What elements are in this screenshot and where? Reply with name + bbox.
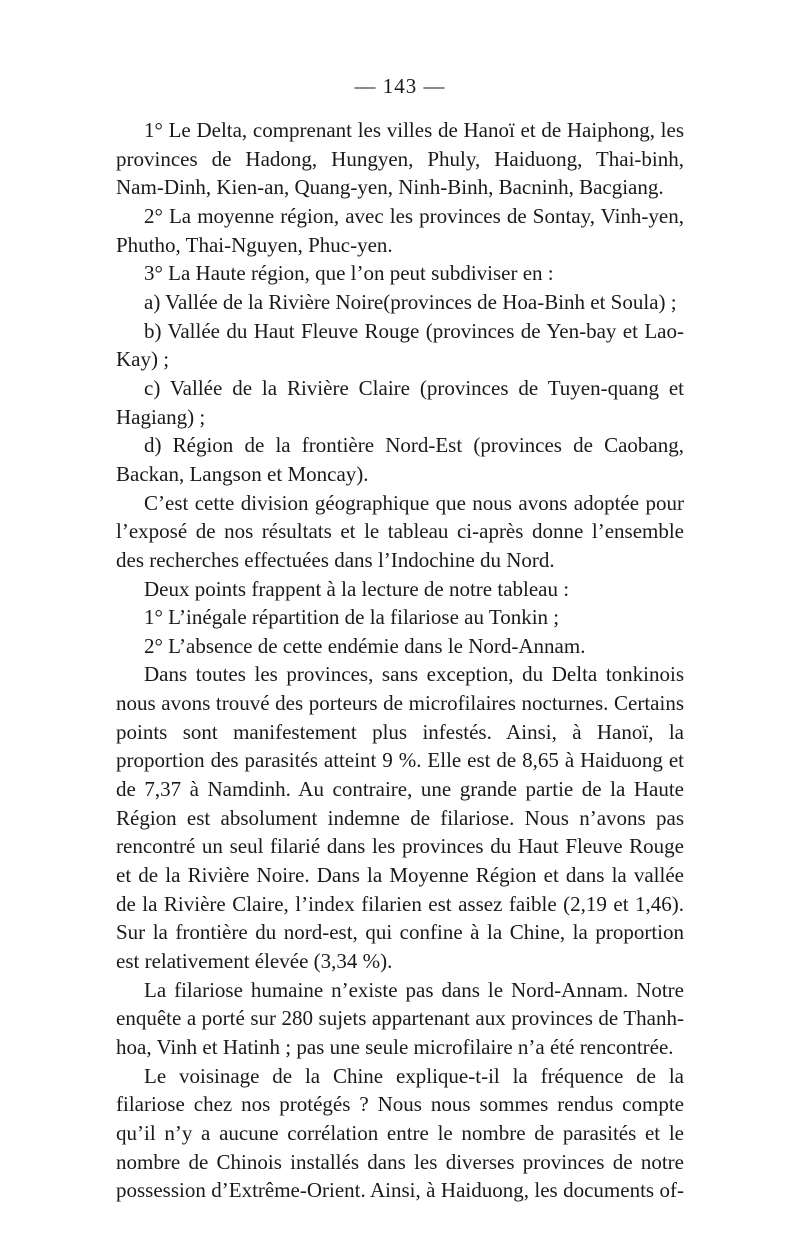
paragraph-point-1: 1° L’inégale répartition de la filariose au Tonkin ; <box>144 605 560 630</box>
paragraph-haute-region: 3° La Haute région, que l’on peut subdiviser en : <box>144 261 554 286</box>
body-text <box>116 116 684 1205</box>
paragraph-deux-points: Deux points frappent à la lecture de notre tableau : <box>144 576 570 601</box>
page-number: — 143 — <box>354 74 446 98</box>
paragraph-riviere-noire: a) Vallée de la Rivière Noire(provinces de Hoa-Binh et Soula) ; <box>144 289 677 314</box>
paragraph-voisinage-chine: Le voisinage de la Chine explique-t-il la fréquence de la filariose chez nos protégés ? Nous nous sommes rendus compte qu’il n’y a aucune corrélation entre le nombre de parasités et le nombre de Chinois installés dans les diverses provinces de notre possession d’Extrême-Orient. Ainsi, à Haiduong, les documents of- <box>116 1063 684 1203</box>
paragraph-moyenne-region: 2° La moyenne région, avec les provinces de Sontay, Vinh-yen, Phutho, Thai-Nguyen, Phuc-yen. <box>116 203 684 257</box>
paragraph-frontiere-nord-est: d) Région de la frontière Nord-Est (provinces de Caobang, Backan, Langson et Moncay). <box>116 433 684 486</box>
paragraph-division-geographique: C’est cette division géographique que nous avons adoptée pour l’exposé de nos résultats et le tableau ci-après donne l’ensemble des recherches effectuées dans l’Indochine du Nord. <box>116 490 684 572</box>
paragraph-delta: 1° Le Delta, comprenant les villes de Hanoï et de Haiphong, les provinces de Hadong, Hungyen, Phuly, Haiduong, Thai-binh, Nam-Dinh, Kien-an, Quang-yen, Ninh-Binh, Bacninh, Bacgiang. <box>116 118 684 200</box>
paragraph-fleuve-rouge: b) Vallée du Haut Fleuve Rouge (provinces de Yen-bay et Lao-Kay) ; <box>116 318 684 372</box>
paragraph-nord-annam: La filariose humaine n’existe pas dans le Nord-Annam. Notre enquête a porté sur 280 sujets appartenant aux provinces de Thanh-hoa, Vinh et Hatinh ; pas une seule microfilaire n’a été rencontrée. <box>116 977 684 1059</box>
paragraph-delta-tonkinois: Dans toutes les provinces, sans exception, du Delta tonkinois nous avons trouvé des porteurs de microfilaires nocturnes. Certains points sont manifestement plus infestés. Ainsi, à Hanoï, la proportion des parasités atteint 9 %. Elle est de 8,65 à Haiduong et de 7,37 à Namdinh. Au contraire, une grande partie de la Haute Région est absolument indemne de filariose. Nous n’avons pas rencontré un seul filarié dans les provinces du Haut Fleuve Rouge et de la Rivière Noire. Dans la Moyenne Région et dans la vallée de la Rivière Claire, l’index filarien est assez faible (2,19 et 1,46). Sur la frontière du nord-est, qui confine à la Chine, la proportion est relativement élevée (3,34 %). <box>116 662 684 974</box>
paragraph-riviere-claire: c) Vallée de la Rivière Claire (provinces de Tuyen-quang et Hagiang) ; <box>116 375 684 429</box>
paragraph-point-2: 2° L’absence de cette endémie dans le Nord-Annam. <box>144 633 586 658</box>
